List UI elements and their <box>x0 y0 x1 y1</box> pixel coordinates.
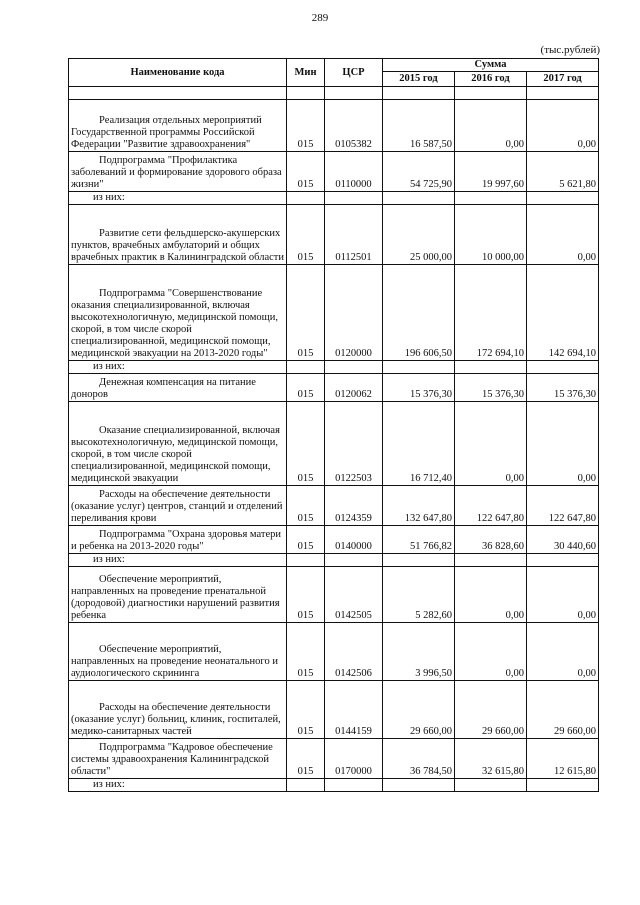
cell-y2016: 15 376,30 <box>455 374 527 402</box>
cell-y2017: 122 647,80 <box>527 486 599 526</box>
cell-csr <box>325 554 383 567</box>
row-name-text: Оказание специализированной, включая высокотехнологичную, медицинской помощи, скорой, в том числе скорой специализированной, медицинской помощи, медицинской эвакуации <box>71 425 280 484</box>
table-row <box>69 681 599 739</box>
including-label <box>69 779 287 792</box>
cell-y2015 <box>383 192 455 205</box>
spacer-row <box>69 87 599 100</box>
row-name <box>69 567 287 623</box>
cell-y2017: 29 660,00 <box>527 681 599 739</box>
cell-y2017: 0,00 <box>527 205 599 265</box>
budget-table <box>68 58 599 792</box>
table-row <box>69 205 599 265</box>
cell-y2017 <box>527 361 599 374</box>
header-csr: ЦСР <box>325 59 383 87</box>
cell-y2015: 51 766,82 <box>383 526 455 554</box>
cell-csr: 0140000 <box>325 526 383 554</box>
table-row <box>69 361 599 374</box>
cell-y2016: 19 997,60 <box>455 152 527 192</box>
row-name-text: из них: <box>93 554 125 565</box>
cell-min <box>287 779 325 792</box>
cell-csr: 0170000 <box>325 739 383 779</box>
cell-csr: 0142506 <box>325 623 383 681</box>
cell-y2016: 0,00 <box>455 623 527 681</box>
cell-min: 015 <box>287 567 325 623</box>
cell-y2015 <box>383 361 455 374</box>
table-row <box>69 100 599 152</box>
cell-csr: 0124359 <box>325 486 383 526</box>
cell-y2016 <box>455 361 527 374</box>
cell-y2017: 12 615,80 <box>527 739 599 779</box>
row-name-text: Обеспечение мероприятий, направленных на проведение неонатального и аудиологического скрининга <box>71 644 278 679</box>
row-name <box>69 152 287 192</box>
row-name-text: Реализация отдельных мероприятий Государственной программы Российской Федерации "Развитие здравоохранения" <box>71 115 262 150</box>
cell-min: 015 <box>287 526 325 554</box>
cell-y2017: 0,00 <box>527 623 599 681</box>
cell-y2015: 25 000,00 <box>383 205 455 265</box>
table-row <box>69 402 599 486</box>
row-name <box>69 374 287 402</box>
row-name <box>69 739 287 779</box>
table-row <box>69 192 599 205</box>
cell-y2017: 30 440,60 <box>527 526 599 554</box>
row-name <box>69 205 287 265</box>
cell-y2015: 196 606,50 <box>383 265 455 361</box>
table-row <box>69 374 599 402</box>
cell-csr: 0122503 <box>325 402 383 486</box>
cell-y2017: 0,00 <box>527 100 599 152</box>
row-name <box>69 100 287 152</box>
row-name-text: Развитие сети фельдшерско-акушерских пунктов, врачебных амбулаторий и общих врачебных практик в Калининградской области <box>71 228 285 263</box>
cell-csr: 0112501 <box>325 205 383 265</box>
header-2016: 2016 год <box>455 72 527 87</box>
cell-y2015: 16 712,40 <box>383 402 455 486</box>
cell-y2015: 29 660,00 <box>383 681 455 739</box>
cell-min: 015 <box>287 265 325 361</box>
cell-csr: 0120062 <box>325 374 383 402</box>
cell-y2015 <box>383 554 455 567</box>
cell-csr: 0144159 <box>325 681 383 739</box>
including-label <box>69 192 287 205</box>
cell-csr: 0105382 <box>325 100 383 152</box>
row-name-text: Расходы на обеспечение деятельности (оказание услуг) центров, станций и отделений переливания крови <box>71 489 283 524</box>
cell-min: 015 <box>287 623 325 681</box>
page-number: 289 <box>311 12 329 24</box>
row-name-text: Подпрограмма "Кадровое обеспечение системы здравоохранения Калининградской области" <box>71 742 273 777</box>
cell-y2015: 132 647,80 <box>383 486 455 526</box>
row-name-text: Подпрограмма "Профилактика заболеваний и формирование здорового образа жизни" <box>71 155 282 190</box>
cell-y2015 <box>383 779 455 792</box>
table-row <box>69 739 599 779</box>
cell-csr: 0142505 <box>325 567 383 623</box>
cell-y2016: 0,00 <box>455 100 527 152</box>
row-name-text: Расходы на обеспечение деятельности (оказание услуг) больниц, клиник, госпиталей, медико-санитарных частей <box>71 702 281 737</box>
table-row <box>69 623 599 681</box>
cell-min: 015 <box>287 374 325 402</box>
cell-y2016: 29 660,00 <box>455 681 527 739</box>
row-name-text: из них: <box>93 361 125 372</box>
cell-y2015: 16 587,50 <box>383 100 455 152</box>
units-label: (тыс.рублей) <box>540 44 600 56</box>
header-min: Мин <box>287 59 325 87</box>
cell-y2017: 15 376,30 <box>527 374 599 402</box>
cell-y2017: 5 621,80 <box>527 152 599 192</box>
row-name <box>69 486 287 526</box>
row-name-text: из них: <box>93 192 125 203</box>
cell-y2015: 54 725,90 <box>383 152 455 192</box>
table-row <box>69 779 599 792</box>
cell-min: 015 <box>287 205 325 265</box>
header-name: Наименование кода <box>69 59 287 87</box>
header-sum: Сумма <box>383 59 599 72</box>
row-name <box>69 526 287 554</box>
cell-y2017: 142 694,10 <box>527 265 599 361</box>
cell-min: 015 <box>287 402 325 486</box>
cell-min: 015 <box>287 681 325 739</box>
row-name <box>69 623 287 681</box>
header-2015: 2015 год <box>383 72 455 87</box>
table-row <box>69 554 599 567</box>
cell-y2016: 36 828,60 <box>455 526 527 554</box>
cell-min: 015 <box>287 152 325 192</box>
including-label <box>69 554 287 567</box>
cell-csr <box>325 779 383 792</box>
header-2017: 2017 год <box>527 72 599 87</box>
row-name <box>69 681 287 739</box>
cell-y2017: 0,00 <box>527 402 599 486</box>
cell-min <box>287 554 325 567</box>
table-row <box>69 152 599 192</box>
cell-y2015: 15 376,30 <box>383 374 455 402</box>
cell-y2016: 0,00 <box>455 567 527 623</box>
cell-min: 015 <box>287 739 325 779</box>
cell-y2016: 32 615,80 <box>455 739 527 779</box>
cell-y2016: 10 000,00 <box>455 205 527 265</box>
row-name-text: из них: <box>93 779 125 790</box>
cell-y2017: 0,00 <box>527 567 599 623</box>
cell-min <box>287 192 325 205</box>
cell-csr: 0110000 <box>325 152 383 192</box>
cell-csr: 0120000 <box>325 265 383 361</box>
cell-y2016 <box>455 192 527 205</box>
cell-y2016 <box>455 554 527 567</box>
cell-min: 015 <box>287 100 325 152</box>
table-row <box>69 486 599 526</box>
cell-y2016: 172 694,10 <box>455 265 527 361</box>
cell-y2015: 3 996,50 <box>383 623 455 681</box>
row-name <box>69 402 287 486</box>
cell-y2015: 5 282,60 <box>383 567 455 623</box>
table-body <box>69 87 599 792</box>
row-name-text: Подпрограмма "Охрана здоровья матери и ребенка на 2013-2020 годы" <box>71 529 281 552</box>
cell-csr <box>325 192 383 205</box>
row-name-text: Обеспечение мероприятий, направленных на проведение пренатальной (дородовой) диагностики нарушений развития ребенка <box>71 574 280 621</box>
cell-y2016 <box>455 779 527 792</box>
cell-y2017 <box>527 779 599 792</box>
cell-csr <box>325 361 383 374</box>
row-name-text: Денежная компенсация на питание доноров <box>71 377 256 400</box>
table-row <box>69 567 599 623</box>
table-row <box>69 526 599 554</box>
cell-y2017 <box>527 192 599 205</box>
cell-y2017 <box>527 554 599 567</box>
cell-y2015: 36 784,50 <box>383 739 455 779</box>
cell-min <box>287 361 325 374</box>
cell-y2016: 122 647,80 <box>455 486 527 526</box>
row-name-text: Подпрограмма "Совершенствование оказания специализированной, включая высокотехнологичную, медицинской помощи, скорой, в том числе скорой специализированной, медицинской помощи, медицинской эвакуации на 2013-2020 годы" <box>71 288 278 359</box>
row-name <box>69 265 287 361</box>
including-label <box>69 361 287 374</box>
cell-y2016: 0,00 <box>455 402 527 486</box>
cell-min: 015 <box>287 486 325 526</box>
table-row <box>69 265 599 361</box>
